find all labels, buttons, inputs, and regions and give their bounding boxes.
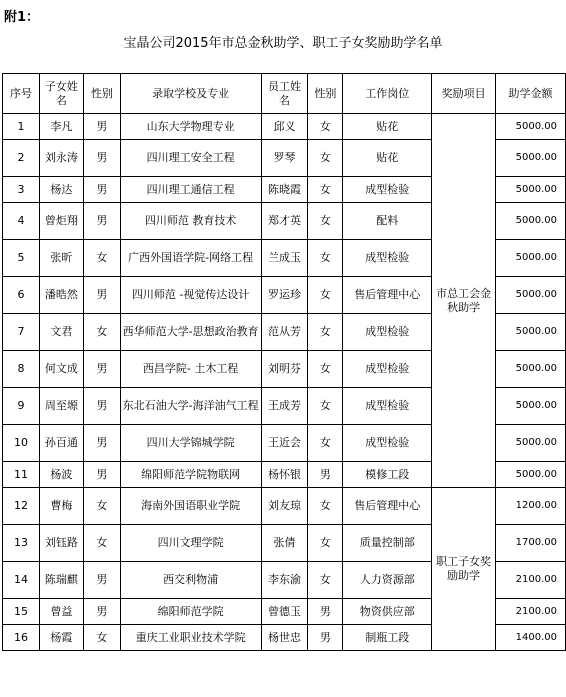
- cell-cgender: 男: [83, 462, 120, 488]
- cell-no: 12: [3, 488, 40, 525]
- cell-amount: 1700.00: [496, 525, 566, 562]
- cell-no: 15: [3, 599, 40, 625]
- cell-emp: 郑才英: [261, 203, 308, 240]
- cell-post: 制瓶工段: [343, 625, 432, 651]
- column-header: 工作岗位: [343, 74, 432, 114]
- cell-emp: 范从芳: [261, 314, 308, 351]
- cell-child: 曾益: [39, 599, 83, 625]
- cell-emp: 杨世忠: [261, 625, 308, 651]
- cell-child: 张昕: [39, 240, 83, 277]
- award-project-cell: 市总工会金秋助学: [432, 114, 496, 488]
- cell-egender: 男: [308, 625, 343, 651]
- cell-amount: 5000.00: [496, 177, 566, 203]
- cell-emp: 杨怀银: [261, 462, 308, 488]
- cell-school: 四川文理学院: [120, 525, 261, 562]
- cell-no: 10: [3, 425, 40, 462]
- cell-child: 文君: [39, 314, 83, 351]
- cell-amount: 2100.00: [496, 599, 566, 625]
- cell-cgender: 女: [83, 488, 120, 525]
- cell-emp: 罗运珍: [261, 277, 308, 314]
- cell-egender: 女: [308, 351, 343, 388]
- cell-school: 重庆工业职业技术学院: [120, 625, 261, 651]
- cell-egender: 女: [308, 562, 343, 599]
- table-row: [3, 114, 566, 140]
- cell-emp: 王近会: [261, 425, 308, 462]
- cell-child: 曹梅: [39, 488, 83, 525]
- cell-amount: 5000.00: [496, 140, 566, 177]
- cell-child: 周至塬: [39, 388, 83, 425]
- cell-cgender: 男: [83, 425, 120, 462]
- cell-cgender: 女: [83, 314, 120, 351]
- cell-post: 物资供应部: [343, 599, 432, 625]
- cell-school: 四川师范 -视觉传达设计: [120, 277, 261, 314]
- cell-egender: 女: [308, 114, 343, 140]
- column-header: 奖励项目: [432, 74, 496, 114]
- cell-child: 刘永涛: [39, 140, 83, 177]
- cell-cgender: 男: [83, 351, 120, 388]
- cell-child: 李凡: [39, 114, 83, 140]
- cell-cgender: 男: [83, 114, 120, 140]
- cell-school: 海南外国语职业学院: [120, 488, 261, 525]
- cell-school: 四川师范 教育技术: [120, 203, 261, 240]
- cell-amount: 5000.00: [496, 388, 566, 425]
- cell-no: 3: [3, 177, 40, 203]
- cell-cgender: 男: [83, 177, 120, 203]
- cell-post: 人力资源部: [343, 562, 432, 599]
- cell-emp: 李东渝: [261, 562, 308, 599]
- cell-emp: 陈晓霞: [261, 177, 308, 203]
- cell-egender: 女: [308, 314, 343, 351]
- cell-no: 4: [3, 203, 40, 240]
- cell-emp: 张倩: [261, 525, 308, 562]
- cell-child: 孙百通: [39, 425, 83, 462]
- cell-school: 四川理工安全工程: [120, 140, 261, 177]
- cell-child: 潘晧然: [39, 277, 83, 314]
- cell-post: 模修工段: [343, 462, 432, 488]
- cell-no: 16: [3, 625, 40, 651]
- cell-no: 1: [3, 114, 40, 140]
- cell-emp: 刘友琼: [261, 488, 308, 525]
- annex-label: 附1：: [4, 10, 40, 25]
- cell-school: 四川理工通信工程: [120, 177, 261, 203]
- cell-school: 广西外国语学院-网络工程: [120, 240, 261, 277]
- cell-amount: 5000.00: [496, 277, 566, 314]
- cell-egender: 女: [308, 488, 343, 525]
- column-header: 助学金额: [496, 74, 566, 114]
- cell-post: 售后管理中心: [343, 488, 432, 525]
- cell-post: 成型检验: [343, 388, 432, 425]
- cell-no: 5: [3, 240, 40, 277]
- cell-emp: 王成芳: [261, 388, 308, 425]
- cell-child: 刘钰路: [39, 525, 83, 562]
- cell-egender: 女: [308, 140, 343, 177]
- cell-no: 2: [3, 140, 40, 177]
- cell-egender: 男: [308, 599, 343, 625]
- cell-school: 西华师范大学-思想政治教育: [120, 314, 261, 351]
- cell-child: 曾炬翔: [39, 203, 83, 240]
- cell-school: 四川大学锦城学院: [120, 425, 261, 462]
- cell-post: 成型检验: [343, 177, 432, 203]
- cell-post: 配料: [343, 203, 432, 240]
- column-header: 性别: [83, 74, 120, 114]
- cell-no: 7: [3, 314, 40, 351]
- cell-school: 西昌学院- 土木工程: [120, 351, 261, 388]
- cell-child: 杨达: [39, 177, 83, 203]
- cell-emp: 邱义: [261, 114, 308, 140]
- cell-cgender: 女: [83, 525, 120, 562]
- cell-cgender: 女: [83, 625, 120, 651]
- cell-egender: 女: [308, 240, 343, 277]
- cell-emp: 罗琴: [261, 140, 308, 177]
- cell-amount: 1200.00: [496, 488, 566, 525]
- cell-post: 成型检验: [343, 240, 432, 277]
- cell-egender: 女: [308, 525, 343, 562]
- cell-amount: 5000.00: [496, 240, 566, 277]
- cell-amount: 1400.00: [496, 625, 566, 651]
- cell-no: 14: [3, 562, 40, 599]
- cell-school: 东北石油大学-海洋油气工程: [120, 388, 261, 425]
- cell-cgender: 女: [83, 240, 120, 277]
- cell-cgender: 男: [83, 599, 120, 625]
- cell-egender: 男: [308, 462, 343, 488]
- cell-egender: 女: [308, 177, 343, 203]
- cell-school: 山东大学物理专业: [120, 114, 261, 140]
- cell-school: 西交利物浦: [120, 562, 261, 599]
- award-project-cell: 职工子女奖励助学: [432, 488, 496, 651]
- cell-post: 成型检验: [343, 351, 432, 388]
- cell-emp: 兰成玉: [261, 240, 308, 277]
- cell-post: 贴花: [343, 114, 432, 140]
- cell-no: 11: [3, 462, 40, 488]
- cell-post: 售后管理中心: [343, 277, 432, 314]
- cell-amount: 5000.00: [496, 462, 566, 488]
- cell-no: 8: [3, 351, 40, 388]
- cell-emp: 曾德玉: [261, 599, 308, 625]
- cell-amount: 5000.00: [496, 314, 566, 351]
- cell-child: 何文成: [39, 351, 83, 388]
- cell-amount: 5000.00: [496, 351, 566, 388]
- cell-no: 6: [3, 277, 40, 314]
- cell-post: 贴花: [343, 140, 432, 177]
- cell-school: 绵阳师范学院: [120, 599, 261, 625]
- header-row: [3, 74, 566, 114]
- page-title: 宝晶公司2015年市总金秋助学、职工子女奖励助学名单: [123, 36, 443, 51]
- cell-emp: 刘明芬: [261, 351, 308, 388]
- cell-amount: 5000.00: [496, 203, 566, 240]
- cell-child: 杨霞: [39, 625, 83, 651]
- column-header: 性别: [308, 74, 343, 114]
- cell-egender: 女: [308, 277, 343, 314]
- cell-amount: 2100.00: [496, 562, 566, 599]
- scholarship-table: [2, 73, 566, 651]
- column-header: 员工姓名: [261, 74, 308, 114]
- column-header: 序号: [3, 74, 40, 114]
- cell-amount: 5000.00: [496, 114, 566, 140]
- cell-cgender: 男: [83, 562, 120, 599]
- column-header: 子女姓名: [39, 74, 83, 114]
- cell-school: 绵阳师范学院物联网: [120, 462, 261, 488]
- cell-child: 陈瑞麒: [39, 562, 83, 599]
- table-row: [3, 488, 566, 525]
- cell-egender: 女: [308, 388, 343, 425]
- cell-cgender: 男: [83, 203, 120, 240]
- cell-post: 成型检验: [343, 314, 432, 351]
- cell-child: 杨波: [39, 462, 83, 488]
- cell-post: 成型检验: [343, 425, 432, 462]
- cell-cgender: 男: [83, 277, 120, 314]
- cell-cgender: 男: [83, 140, 120, 177]
- column-header: 录取学校及专业: [120, 74, 261, 114]
- cell-amount: 5000.00: [496, 425, 566, 462]
- cell-no: 13: [3, 525, 40, 562]
- cell-egender: 女: [308, 425, 343, 462]
- cell-post: 质量控制部: [343, 525, 432, 562]
- cell-cgender: 男: [83, 388, 120, 425]
- cell-no: 9: [3, 388, 40, 425]
- cell-egender: 女: [308, 203, 343, 240]
